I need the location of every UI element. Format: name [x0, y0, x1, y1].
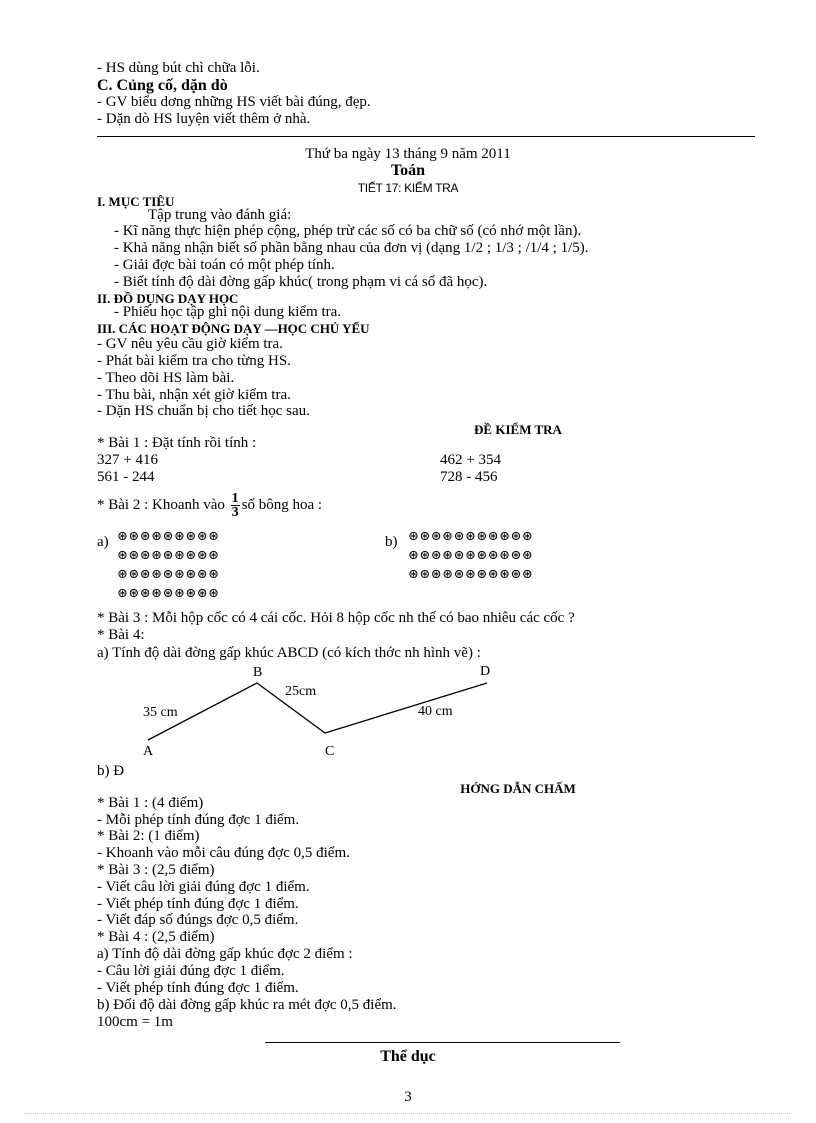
objective-item: - Kĩ năng thực hiện phép cộng, phép trừ các số có ba chữ số (có nhớ một lần).: [114, 223, 582, 239]
next-lesson-title: Thể dục: [380, 1048, 436, 1065]
flower-row: ⊛⊛⊛⊛⊛⊛⊛⊛⊛⊛⊛: [408, 566, 534, 581]
exercise-4-b: b) Đ: [97, 763, 125, 779]
exercise-3: * Bài 3 : Mỗi hộp cốc có 4 cái cốc. Hỏi 8 hộp cốc nh thế có bao nhiêu các cốc ?: [97, 610, 575, 626]
exercise-1-c: 561 - 244: [97, 469, 155, 485]
guide-line: - Viết phép tính đúng đợc 1 điểm.: [97, 980, 299, 996]
divider-bottom: [265, 1042, 620, 1043]
exercise-1: * Bài 1 : Đặt tính rồi tính :: [97, 435, 257, 451]
flower-row: ⊛⊛⊛⊛⊛⊛⊛⊛⊛: [117, 547, 220, 562]
guide-line: - Viết đáp số đúngs đợc 0,5 điểm.: [97, 912, 299, 928]
segment-bc-length: 25cm: [285, 684, 317, 699]
guide-line: - Viết câu lời giải đúng đợc 1 điểm.: [97, 879, 310, 895]
prev-line-3: - Dặn dò HS luyện viết thêm ở nhà.: [97, 111, 311, 127]
guide-line: * Bài 3 : (2,5 điểm): [97, 862, 215, 878]
prev-line-2: - GV biểu dơng những HS viết bài đúng, đẹp.: [97, 94, 371, 110]
lesson-date: Thứ ba ngày 13 tháng 9 năm 2011: [305, 146, 511, 162]
activity-item: - Dặn HS chuẩn bị cho tiết học sau.: [97, 403, 310, 419]
exercise-2-prefix: * Bài 2 : Khoanh vào: [97, 497, 225, 513]
guide-line: - Viết phép tính đúng đợc 1 điểm.: [97, 896, 299, 912]
activity-item: - GV nêu yêu cầu giờ kiểm tra.: [97, 336, 283, 352]
page-number: 3: [404, 1089, 412, 1105]
flower-row: ⊛⊛⊛⊛⊛⊛⊛⊛⊛: [117, 566, 220, 581]
group-a-label: a): [97, 534, 109, 550]
point-d-label: D: [480, 664, 491, 679]
group-b-label: b): [385, 534, 398, 550]
point-b-label: B: [253, 665, 263, 680]
flower-row: ⊛⊛⊛⊛⊛⊛⊛⊛⊛⊛⊛: [408, 528, 534, 543]
prev-line-1: - HS dùng bút chì chữa lỗi.: [97, 60, 260, 76]
guide-title: HỚNG DẪN CHẤM: [460, 781, 576, 796]
segment-ab-length: 35 cm: [143, 705, 178, 720]
guide-line: - Câu lời giải đúng đợc 1 điểm.: [97, 963, 285, 979]
test-title: ĐỀ KIỂM TRA: [474, 422, 562, 437]
flower-row: ⊛⊛⊛⊛⊛⊛⊛⊛⊛: [117, 528, 220, 543]
point-a-label: A: [143, 744, 154, 759]
guide-line: - Khoanh vào mỗi câu đúng đợc 0,5 điểm.: [97, 845, 350, 861]
page-edge: [26, 1113, 790, 1114]
exercise-4: * Bài 4:: [97, 627, 145, 643]
guide-line: * Bài 4 : (2,5 điểm): [97, 929, 215, 945]
activity-item: - Phát bài kiểm tra cho từng HS.: [97, 353, 291, 369]
guide-line: a) Tính độ dài đờng gấp khúc đợc 2 điểm :: [97, 946, 353, 962]
section-objectives: I. MỤC TIÊU: [97, 194, 175, 209]
lesson-subject: Toán: [390, 162, 426, 179]
objective-item: - Biết tính độ dài đờng gấp khúc( trong phạm vi cá số đã học).: [114, 274, 488, 290]
activity-item: - Theo dõi HS làm bài.: [97, 370, 235, 386]
exercise-2-suffix: số bông hoa :: [241, 497, 323, 513]
activity-item: - Thu bài, nhận xét giờ kiểm tra.: [97, 387, 291, 403]
guide-line: b) Đổi độ dài đờng gấp khúc ra mét đợc 0,5 điểm.: [97, 997, 397, 1013]
guide-line: * Bài 1 : (4 điểm): [97, 795, 204, 811]
fraction-denominator: 3: [231, 505, 239, 521]
exercise-1-a: 327 + 416: [97, 452, 158, 468]
guide-line: - Mỗi phép tính đúng đợc 1 điểm.: [97, 812, 300, 828]
point-c-label: C: [325, 744, 335, 759]
prev-heading: C. Củng cố, dặn dò: [97, 77, 228, 94]
materials-item: - Phiếu học tập ghi nội dung kiểm tra.: [114, 304, 342, 320]
exercise-1-d: 728 - 456: [440, 469, 498, 485]
objective-item: - Khả năng nhận biết số phần bằng nhau của đơn vị (dạng 1/2 ; 1/3 ; /1/4 ; 1/5).: [114, 240, 589, 256]
exercise-4-a: a) Tính độ dài đờng gấp khúc ABCD (có kích thớc nh hình vẽ) :: [97, 645, 481, 661]
segment-cd-length: 40 cm: [418, 704, 453, 719]
objective-item: - Giải đợc bài toán có một phép tính.: [114, 257, 335, 273]
exercise-1-b: 462 + 354: [440, 452, 501, 468]
flower-row: ⊛⊛⊛⊛⊛⊛⊛⊛⊛: [117, 585, 220, 600]
guide-line: * Bài 2: (1 điểm): [97, 828, 200, 844]
objectives-intro: Tập trung vào đánh giá:: [148, 207, 292, 223]
lesson-title: TIẾT 17: KIỂM TRA: [357, 181, 459, 195]
fraction-numerator: 1: [231, 491, 239, 507]
guide-line: 100cm = 1m: [97, 1014, 173, 1030]
section-activities: III. CÁC HOẠT ĐỘNG DẠY —HỌC CHỦ YẾU: [97, 321, 370, 336]
flower-row: ⊛⊛⊛⊛⊛⊛⊛⊛⊛⊛⊛: [408, 547, 534, 562]
section-materials: II. ĐỒ DỤNG DẠY HỌC: [97, 291, 239, 306]
